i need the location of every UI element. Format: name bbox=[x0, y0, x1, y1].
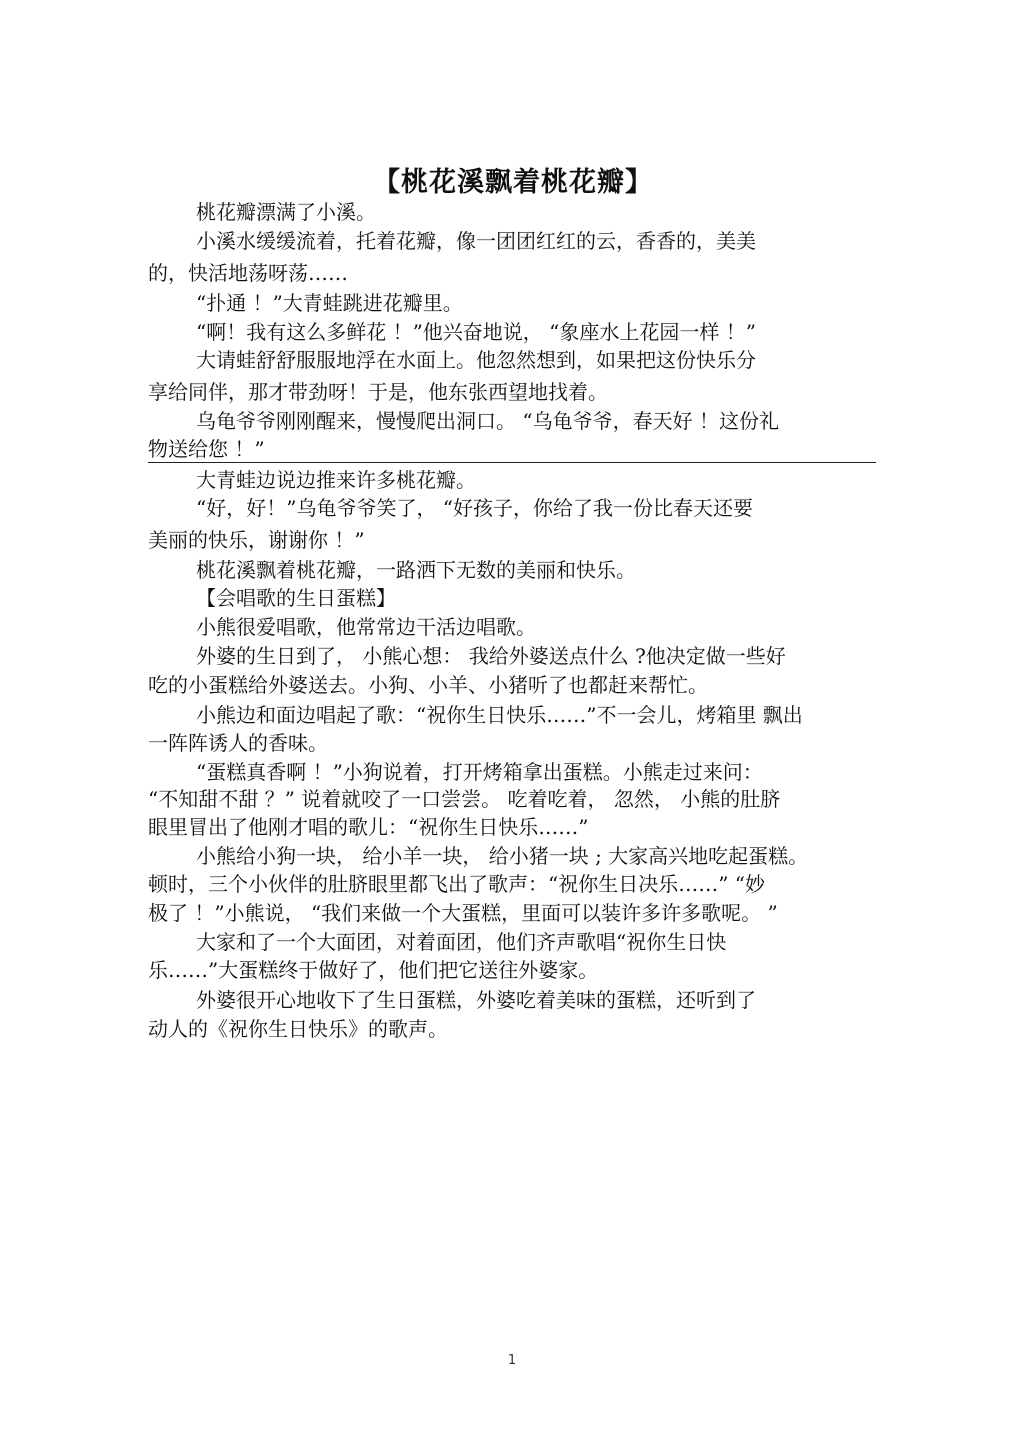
text-line: 外婆的生日到了， 小熊心想： 我给外婆送点什么 ?他决定做一些好 bbox=[196, 644, 786, 668]
horizontal-divider bbox=[148, 462, 876, 463]
text-line: 大家和了一个大面团，对着面团，他们齐声歌唱“祝你生日快 bbox=[196, 930, 727, 954]
story-title: 【桃花溪飘着桃花瓣】 bbox=[373, 167, 653, 198]
page-number: 1 bbox=[507, 1353, 517, 1368]
text-line: 极了 ！”小熊说， “我们来做一个大蛋糕，里面可以装许多许多歌呢。 ” bbox=[148, 901, 778, 925]
text-line: 小熊边和面边唱起了歌：“祝你生日快乐……”不一会儿，烤箱里 飘出 bbox=[196, 703, 803, 727]
text-line: 乌龟爷爷刚刚醒来，慢慢爬出洞口。 “乌龟爷爷，春天好 ！这份礼 bbox=[196, 409, 779, 433]
text-line: 乐……”大蛋糕终于做好了，他们把它送往外婆家。 bbox=[148, 958, 599, 982]
text-line: “蛋糕真香啊 ！”小狗说着，打开烤箱拿出蛋糕。小熊走过来问： bbox=[196, 760, 763, 784]
text-line: 大青蛙边说边推来许多桃花瓣。 bbox=[196, 468, 476, 492]
text-line: 的，快活地荡呀荡…… bbox=[148, 261, 348, 285]
section-heading: 【会唱歌的生日蛋糕】 bbox=[196, 586, 396, 610]
text-line: 动人的《祝你生日快乐》的歌声。 bbox=[148, 1017, 448, 1041]
text-line: 顿时，三个小伙伴的肚脐眼里都飞出了歌声：“祝你生日决乐……” “妙 bbox=[148, 872, 766, 896]
text-line: “不知甜不甜 ？” 说着就咬了一口尝尝。 吃着吃着， 忽然， 小熊的肚脐 bbox=[148, 787, 781, 811]
text-line: 享给同伴，那才带劲呀！于是，他东张西望地找着。 bbox=[148, 380, 608, 404]
text-line: 美丽的快乐，谢谢你 ！” bbox=[148, 528, 365, 552]
text-line: 眼里冒出了他刚才唱的歌儿：“祝你生日快乐……” bbox=[148, 815, 589, 839]
text-line: 桃花瓣漂满了小溪。 bbox=[196, 200, 376, 224]
text-line: “好，好！”乌龟爷爷笑了， “好孩子，你给了我一份比春天还要 bbox=[196, 496, 754, 520]
text-line: 物送给您 ！” bbox=[148, 437, 265, 461]
text-line: 一阵阵诱人的香味。 bbox=[148, 731, 328, 755]
text-line: 小熊给小狗一块， 给小羊一块， 给小猪一块 ; 大家高兴地吃起蛋糕。 bbox=[196, 844, 809, 868]
text-line: 大请蛙舒舒服服地浮在水面上。他忽然想到，如果把这份快乐分 bbox=[196, 348, 756, 372]
text-line: 吃的小蛋糕给外婆送去。小狗、小羊、小猪听了也都赶来帮忙。 bbox=[148, 673, 708, 697]
text-line: “啊！我有这么多鲜花 ！”他兴奋地说， “象座水上花园一样 ！” bbox=[196, 320, 756, 344]
text-line: 小熊很爱唱歌，他常常边干活边唱歌。 bbox=[196, 615, 536, 639]
text-line: 桃花溪飘着桃花瓣，一路洒下无数的美丽和快乐。 bbox=[196, 558, 636, 582]
text-line: 外婆很开心地收下了生日蛋糕，外婆吃着美味的蛋糕，还听到了 bbox=[196, 988, 756, 1012]
text-line: “扑通 ！”大青蛙跳进花瓣里。 bbox=[196, 291, 463, 315]
text-line: 小溪水缓缓流着，托着花瓣，像一团团红红的云，香香的，美美 bbox=[196, 229, 756, 253]
